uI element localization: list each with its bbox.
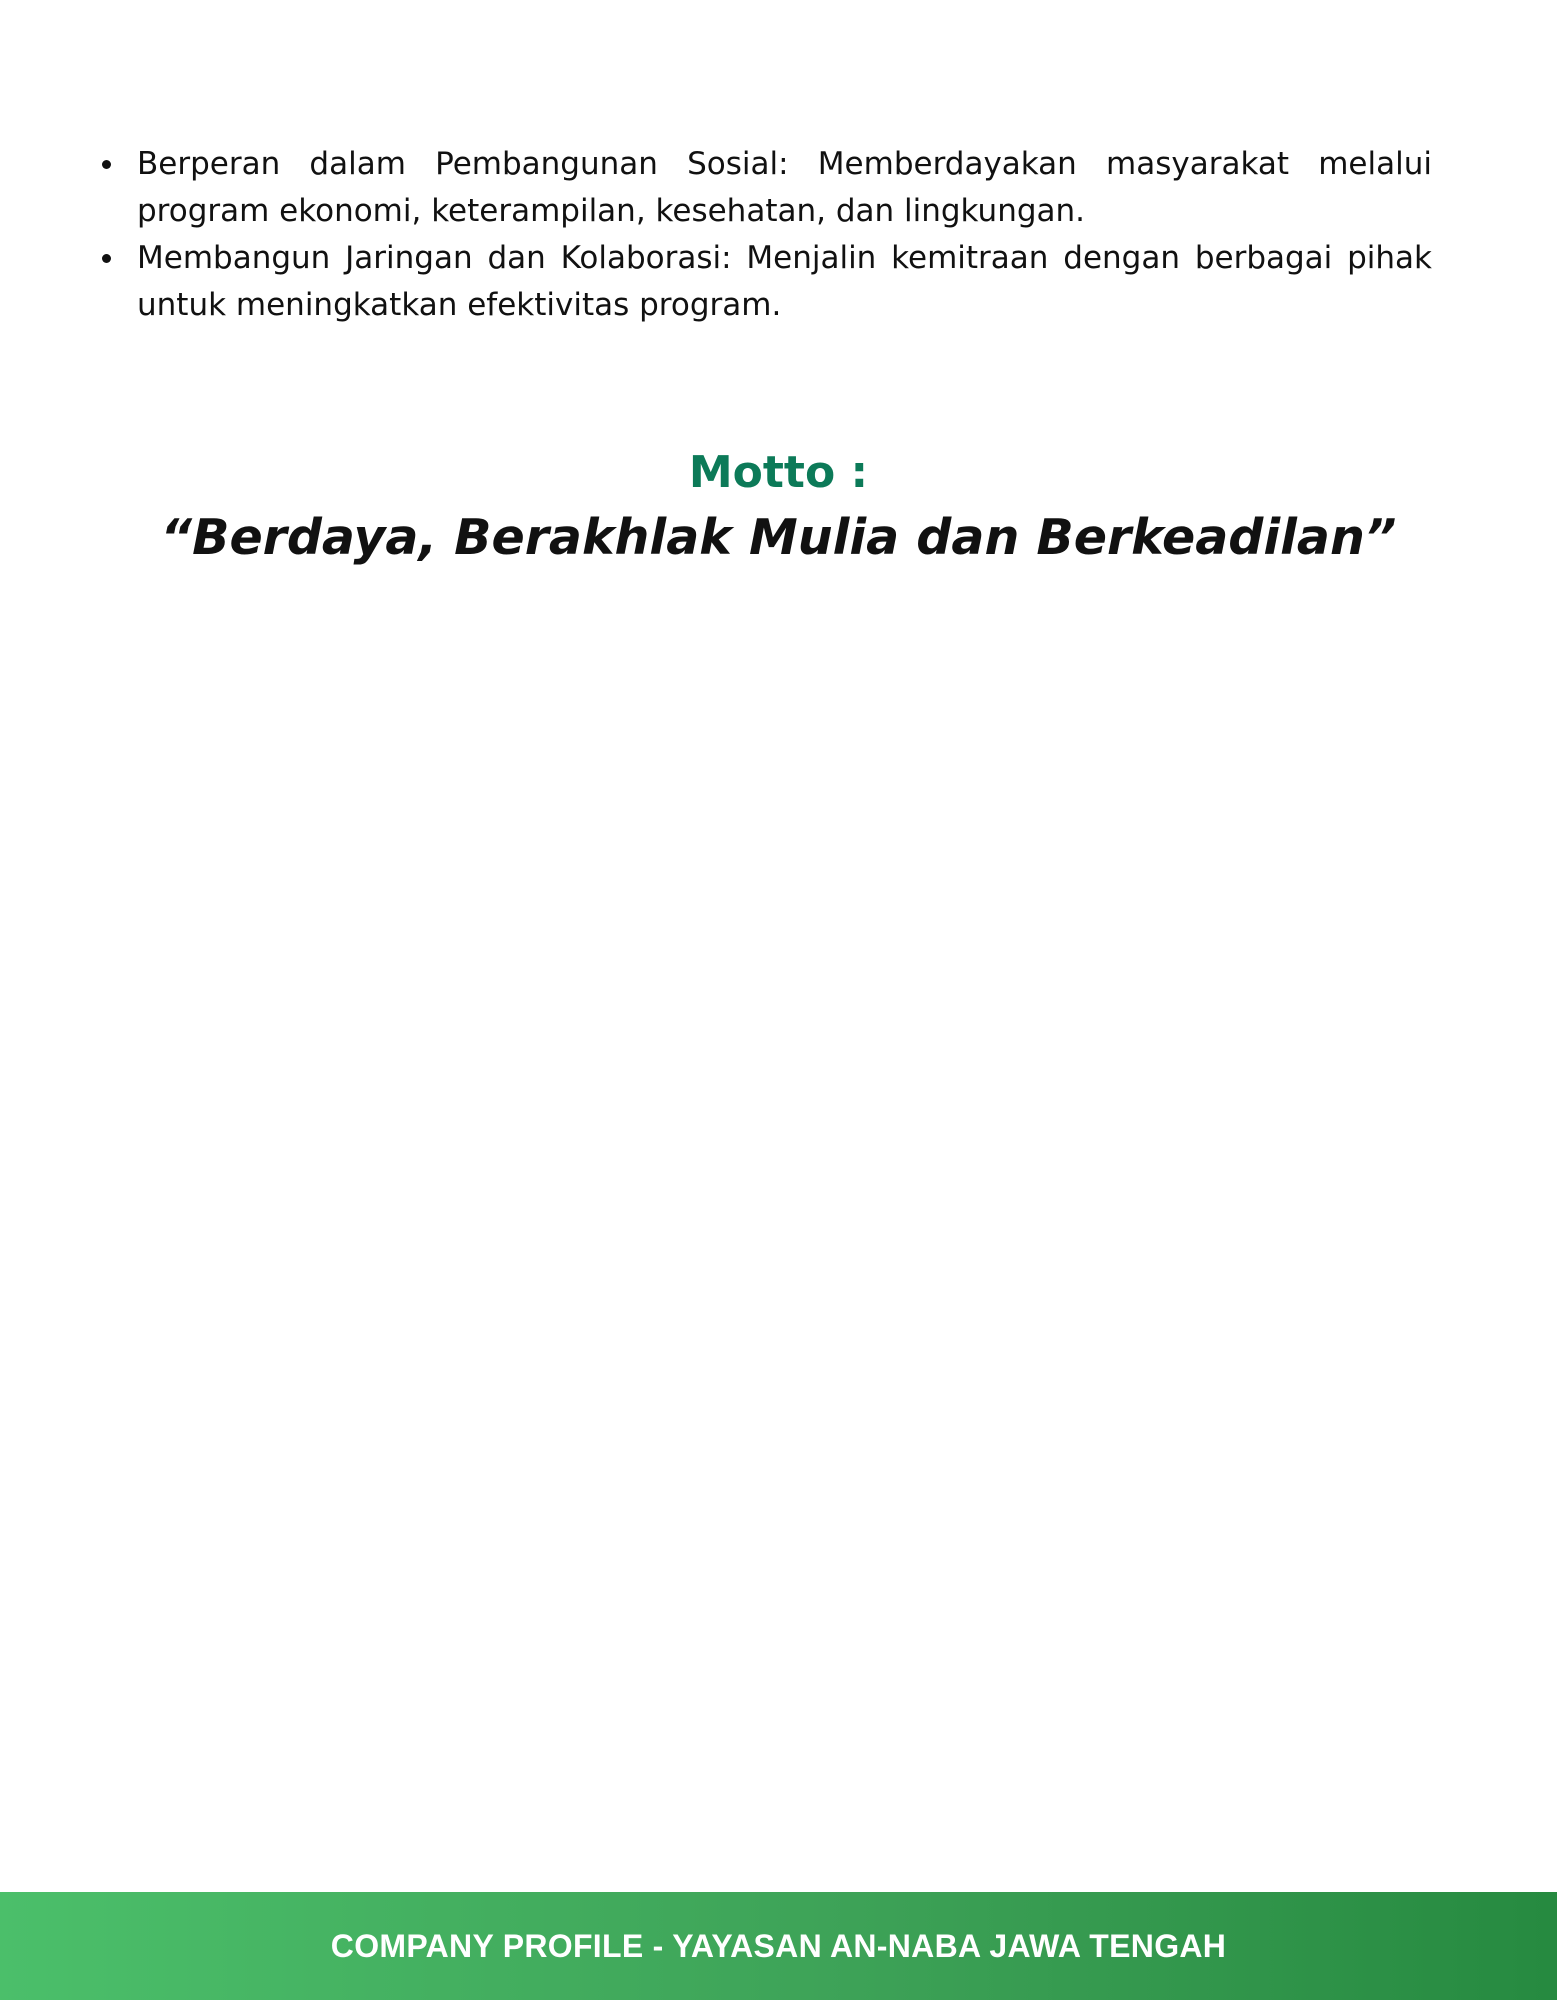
bullet-item-social-development [99,141,1432,235]
bullet-text: Berperan dalam Pembangunan Sosial: Memberdayakan masyarakat melalui program ekonomi, keterampilan, kesehatan, dan lingkungan. [137,146,1432,229]
footer-bar [0,1892,1557,2000]
motto-quote: “Berdaya, Berakhlak Mulia dan Berkeadilan” [160,509,1397,566]
bullet-icon [102,254,111,263]
bullet-text: Membangun Jaringan dan Kolaborasi: Menjalin kemitraan dengan berbagai pihak untuk meningkatkan efektivitas program. [137,240,1432,323]
footer-title: COMPANY PROFILE - YAYASAN AN-NABA JAWA TENGAH [330,1927,1227,1964]
bullet-item-network-collaboration [99,235,1432,329]
motto-heading: Motto : [688,447,869,498]
bullet-icon [102,160,111,169]
mission-bullet-list [99,141,1432,329]
